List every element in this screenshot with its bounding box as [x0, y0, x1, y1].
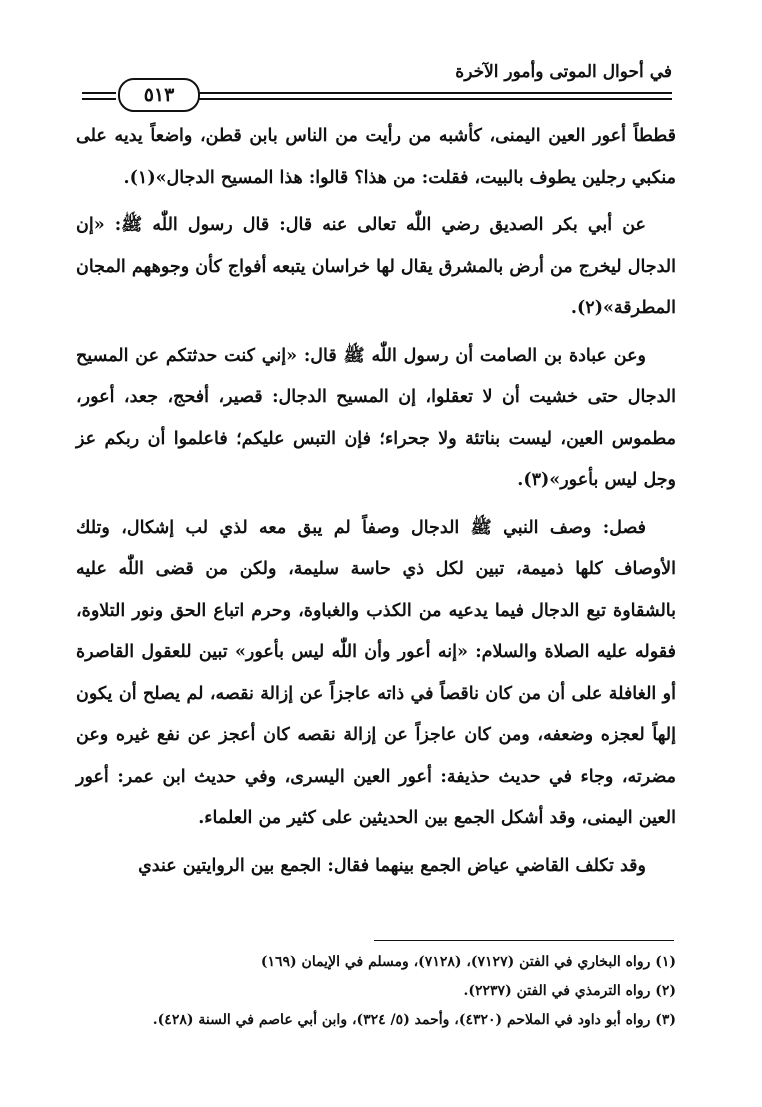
header-rule — [198, 92, 672, 101]
footnote-3: (٣) رواه أبو داود في الملاحم (٤٣٢٠)، وأحمد (٥/ ٣٢٤)، وابن أبي عاصم في السنة (٤٢٨). — [152, 1012, 676, 1028]
footnote-2: (٢) رواه الترمذي في الفتن (٢٢٣٧). — [463, 983, 676, 999]
running-header — [82, 58, 672, 108]
paragraph-4 — [76, 508, 676, 840]
footnote-1: (١) رواه البخاري في الفتن (٧١٢٧)، (٧١٢٨)، ومسلم في الإيمان (١٦٩) — [260, 954, 676, 970]
paragraph-1: قططاً أعور العين اليمنى، كأشبه من رأيت من الناس بابن قطن، واضعاً يديه على منكبي رجلين يطوف بالبيت، فقلت: من هذا؟ قالوا: هذا المسيح الدجال»(١). — [76, 126, 676, 188]
paragraph-5: وقد تكلف القاضي عياض الجمع بينهما فقال: الجمع بين الروايتين عندي — [138, 855, 646, 876]
paragraph-4-text: وصف النبي ﷺ الدجال وصفاً لم يبق معه لذي لب إشكال، وتلك الأوصاف كلها ذميمة، تبين لكل ذي حاسة سليمة، ولكن من قضى اللّٰه عليه بالشقاوة تبع الدجال فيما يدعيه من الكذب والغباوة، وحرم اتباع الحق ونور التلاوة، فقوله عليه الصلاة والسلام: «إنه أعور وأن اللّٰه ليس بأعور» تبين للعقول القاصرة أو الغافلة على أن من كان ناقصاً في ذاته عاجزاً عن إزالة نقصه، لم يصلح أن يكون إلهاً لعجزه وضعفه، ومن كان عاجزاً عن إزالة نقصه كان أعجز عن نفع غيره وعن مضرته، وجاء في حديث حذيفة: أعور العين اليسرى، وفي حديث ابن عمر: أعور العين اليمنى، وقد أشكل الجمع بين الحديثين على كثير من العلماء. — [76, 517, 676, 828]
footnote-divider — [374, 940, 674, 941]
paragraph-2: عن أبي بكر الصديق رضي اللّٰه تعالى عنه قال: قال رسول اللّٰه ﷺ: «إن الدجال ليخرج من أرض بالمشرق يقال لها خراسان يتبعه أفواج كأن وجوههم المجان المطرقة»(٢). — [76, 215, 676, 318]
header-title: في أحوال الموتى وأمور الآخرة — [455, 62, 672, 82]
section-term: فصل: — [602, 517, 646, 538]
body-text — [76, 116, 676, 893]
page-number: ٥١٣ — [118, 78, 200, 112]
header-rule-left — [82, 92, 116, 101]
paragraph-3: وعن عبادة بن الصامت أن رسول اللّٰه ﷺ قال: «إني كنت حدثتكم عن المسيح الدجال حتى خشيت أن لا تعقلوا، إن المسيح الدجال: قصير، أفحج، جعد، أعور، مطموس العين، ليست بناتئة ولا جحراء؛ فإن التبس عليكم؛ فاعلموا أن ربكم عز وجل ليس بأعور»(٣). — [76, 345, 676, 490]
footnotes — [76, 948, 676, 1035]
